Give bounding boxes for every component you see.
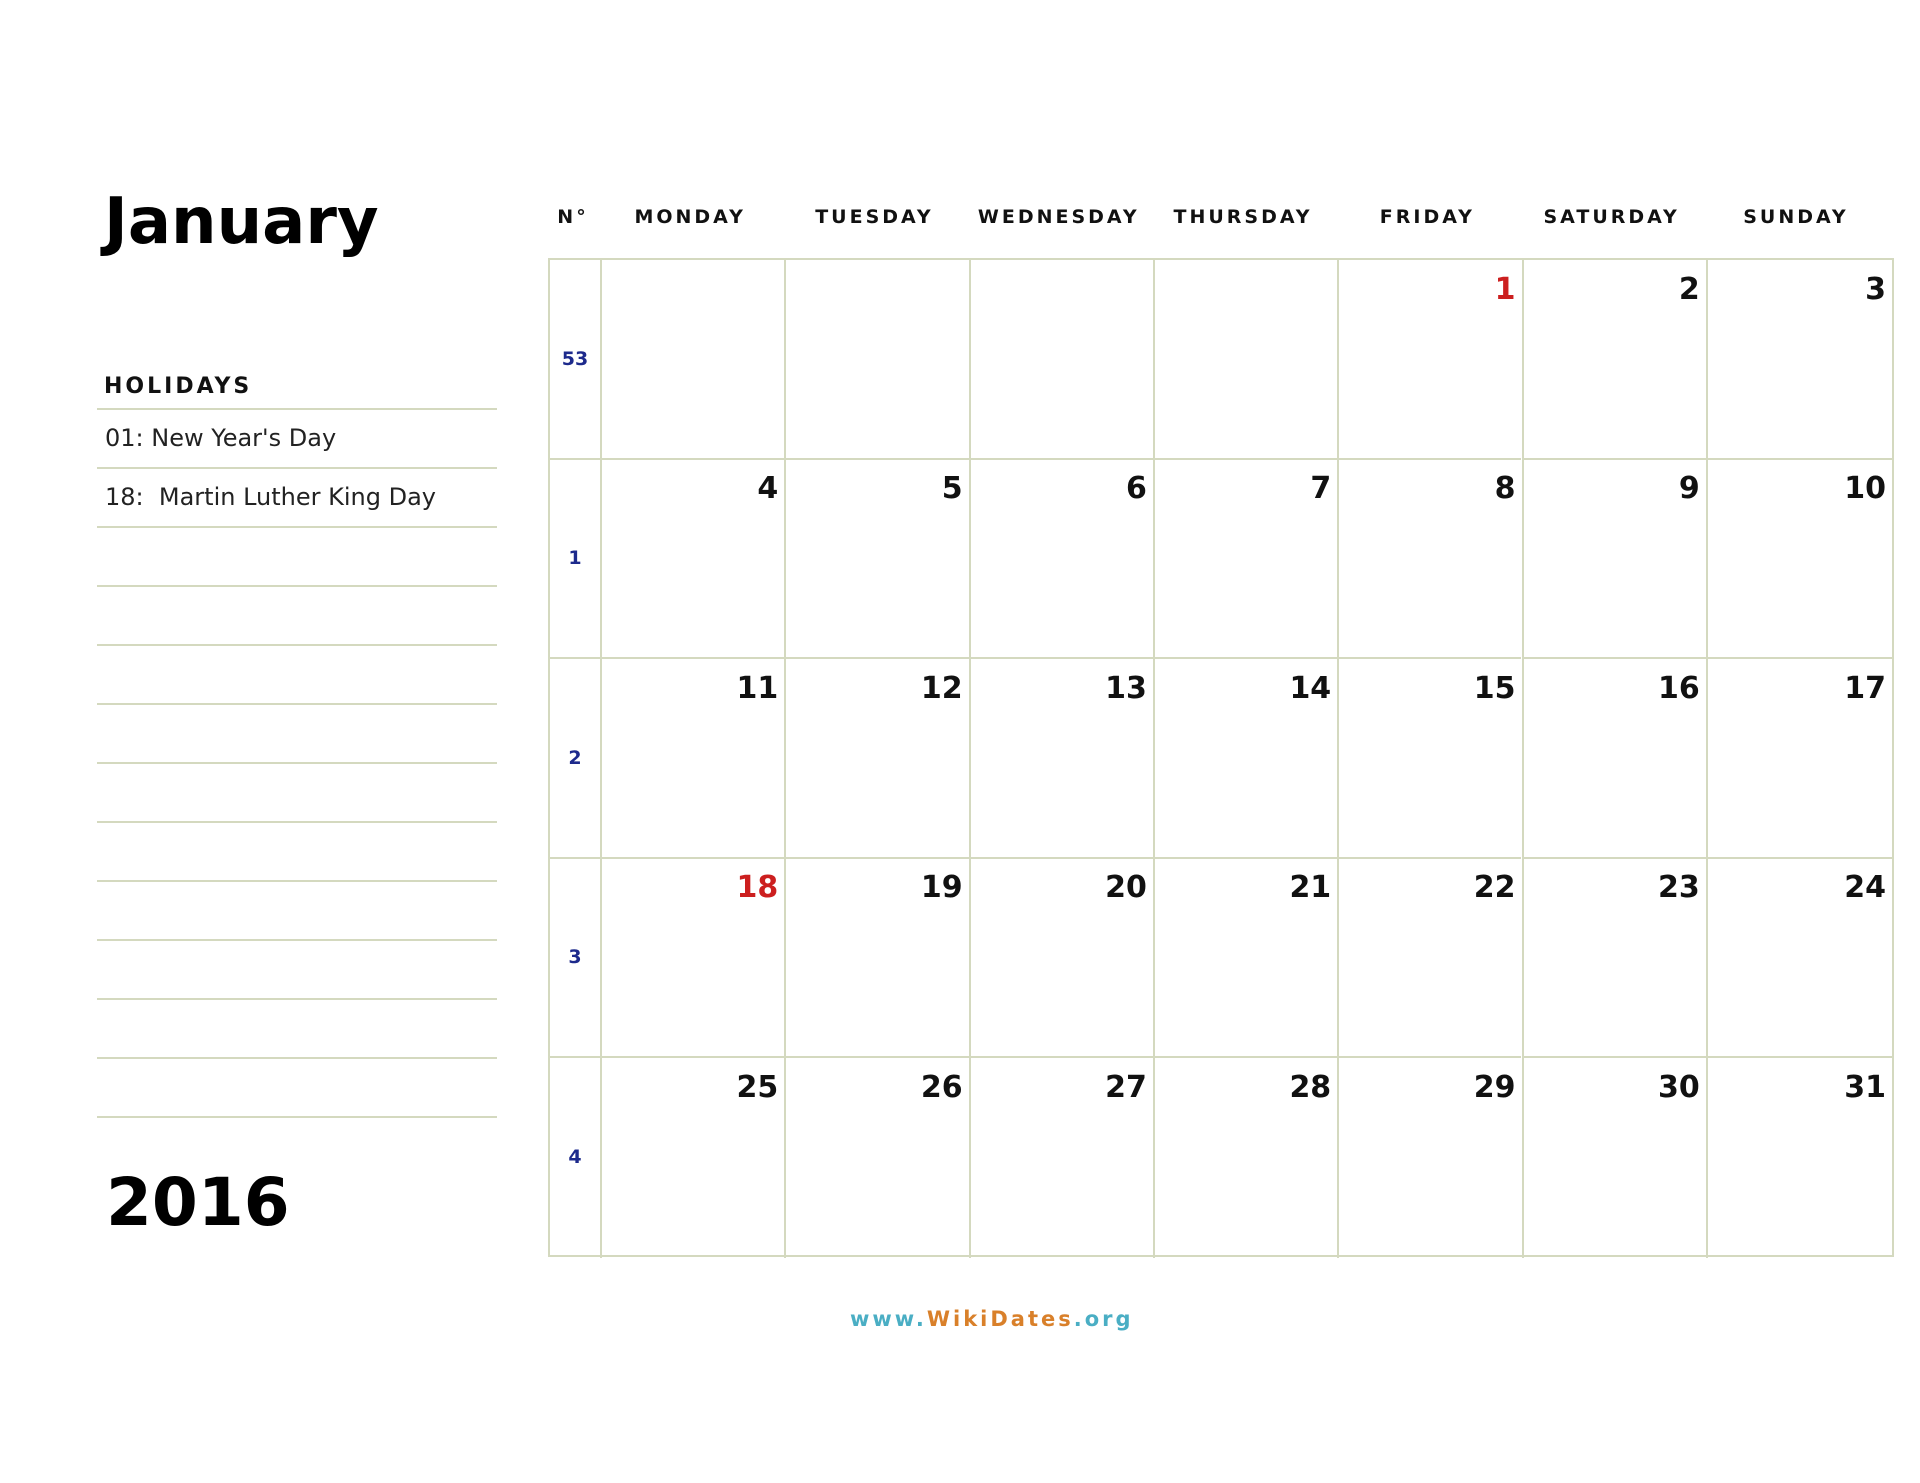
weekday-monday: MONDAY xyxy=(634,206,746,228)
day-cell[interactable] xyxy=(969,260,1153,460)
day-number: 27 xyxy=(1105,1069,1147,1105)
day-cell[interactable] xyxy=(969,1058,1153,1258)
weekday-wednesday: WEDNESDAY xyxy=(977,206,1140,228)
note-line xyxy=(97,823,497,882)
day-cell[interactable] xyxy=(1706,1058,1892,1258)
day-cell[interactable] xyxy=(1522,459,1706,659)
day-number: 4 xyxy=(757,471,779,507)
day-cell[interactable] xyxy=(1337,659,1521,859)
day-cell[interactable] xyxy=(1337,858,1521,1058)
week-number: 1 xyxy=(568,547,582,570)
day-number: 22 xyxy=(1473,870,1516,906)
footer-website[interactable] xyxy=(850,1307,1134,1331)
day-cell[interactable] xyxy=(1522,659,1706,859)
weekday-sunday: SUNDAY xyxy=(1743,206,1849,228)
week-number: 3 xyxy=(568,946,582,969)
day-cell[interactable] xyxy=(1337,459,1521,659)
footer-suffix: .org xyxy=(1073,1307,1134,1331)
day-cell[interactable] xyxy=(600,260,784,460)
day-cell[interactable] xyxy=(600,858,784,1058)
day-cell[interactable] xyxy=(1153,659,1337,859)
weekday-tuesday: TUESDAY xyxy=(815,206,934,228)
day-cell[interactable] xyxy=(784,858,968,1058)
note-line xyxy=(97,882,497,941)
month-title: January xyxy=(104,185,379,259)
day-number: 29 xyxy=(1473,1069,1516,1105)
day-number: 30 xyxy=(1658,1069,1700,1105)
week-number-cell xyxy=(550,858,600,1058)
day-number: 3 xyxy=(1865,272,1886,307)
day-number: 1 xyxy=(1494,272,1516,307)
holiday-line xyxy=(97,469,497,528)
week-number: 2 xyxy=(568,746,582,769)
day-cell[interactable] xyxy=(784,659,968,859)
note-line xyxy=(97,1059,497,1118)
footer-brand: WikiDates xyxy=(926,1307,1074,1331)
week-number: 4 xyxy=(568,1145,582,1168)
day-number: 19 xyxy=(920,870,963,906)
day-cell[interactable] xyxy=(1522,858,1706,1058)
day-number: 17 xyxy=(1844,670,1886,706)
day-number: 9 xyxy=(1678,471,1700,507)
footer-prefix: www. xyxy=(850,1307,927,1331)
day-cell[interactable] xyxy=(1522,1058,1706,1258)
day-number: 7 xyxy=(1310,471,1332,507)
day-cell[interactable] xyxy=(1706,459,1892,659)
day-number: 20 xyxy=(1105,870,1147,906)
weekday-saturday: SATURDAY xyxy=(1543,206,1680,228)
holidays-list xyxy=(97,408,497,1118)
day-number: 2 xyxy=(1678,272,1700,307)
day-number: 15 xyxy=(1473,670,1516,706)
week-number-cell xyxy=(550,659,600,859)
holiday-entry: 18: Martin Luther King Day xyxy=(105,483,436,511)
week-number-header: N° xyxy=(557,206,589,228)
note-line xyxy=(97,528,497,587)
day-cell[interactable] xyxy=(1153,260,1337,460)
week-number: 53 xyxy=(561,348,589,370)
day-cell[interactable] xyxy=(1706,659,1892,859)
holidays-heading: HOLIDAYS xyxy=(104,374,253,399)
day-number: 12 xyxy=(920,670,963,706)
week-number-cell xyxy=(550,1058,600,1258)
day-number: 26 xyxy=(920,1069,963,1105)
note-line xyxy=(97,941,497,1000)
day-number: 8 xyxy=(1494,471,1516,507)
day-cell[interactable] xyxy=(1337,1058,1521,1258)
day-cell[interactable] xyxy=(784,459,968,659)
note-line xyxy=(97,764,497,823)
day-cell[interactable] xyxy=(1706,858,1892,1058)
day-cell[interactable] xyxy=(600,659,784,859)
day-cell[interactable] xyxy=(784,260,968,460)
holiday-entry: 01: New Year's Day xyxy=(105,424,337,452)
note-line xyxy=(97,646,497,705)
holiday-line xyxy=(97,410,497,469)
weekday-thursday: THURSDAY xyxy=(1173,206,1313,228)
day-cell[interactable] xyxy=(1153,459,1337,659)
day-cell[interactable] xyxy=(969,659,1153,859)
week-number-cell xyxy=(550,459,600,659)
day-cell[interactable] xyxy=(1153,858,1337,1058)
day-number: 6 xyxy=(1126,471,1147,507)
day-number: 16 xyxy=(1658,670,1700,706)
weekday-friday: FRIDAY xyxy=(1379,206,1475,228)
calendar-grid xyxy=(548,258,1894,1257)
day-cell[interactable] xyxy=(1522,260,1706,460)
day-number: 10 xyxy=(1844,471,1886,507)
day-cell[interactable] xyxy=(784,1058,968,1258)
week-row xyxy=(550,659,1892,859)
day-number: 24 xyxy=(1844,870,1886,906)
note-line xyxy=(97,705,497,764)
day-cell[interactable] xyxy=(1706,260,1892,460)
day-number: 18 xyxy=(736,870,779,906)
day-number: 14 xyxy=(1289,670,1332,706)
day-cell[interactable] xyxy=(969,459,1153,659)
week-number-cell xyxy=(550,260,600,460)
note-line xyxy=(97,1000,497,1059)
day-cell[interactable] xyxy=(1153,1058,1337,1258)
day-number: 28 xyxy=(1289,1069,1332,1105)
day-cell[interactable] xyxy=(600,459,784,659)
week-row xyxy=(550,858,1892,1058)
note-line xyxy=(97,587,497,646)
day-cell[interactable] xyxy=(1337,260,1521,460)
day-cell[interactable] xyxy=(969,858,1153,1058)
year-title: 2016 xyxy=(106,1164,290,1241)
day-number: 23 xyxy=(1658,870,1700,906)
day-number: 11 xyxy=(736,670,779,706)
day-number: 31 xyxy=(1844,1069,1886,1105)
week-row xyxy=(550,260,1892,460)
day-number: 21 xyxy=(1289,870,1332,906)
week-row xyxy=(550,1058,1892,1258)
day-number: 13 xyxy=(1105,670,1147,706)
day-number: 5 xyxy=(941,471,963,507)
week-row xyxy=(550,459,1892,659)
day-number: 25 xyxy=(736,1069,779,1105)
day-cell[interactable] xyxy=(600,1058,784,1258)
